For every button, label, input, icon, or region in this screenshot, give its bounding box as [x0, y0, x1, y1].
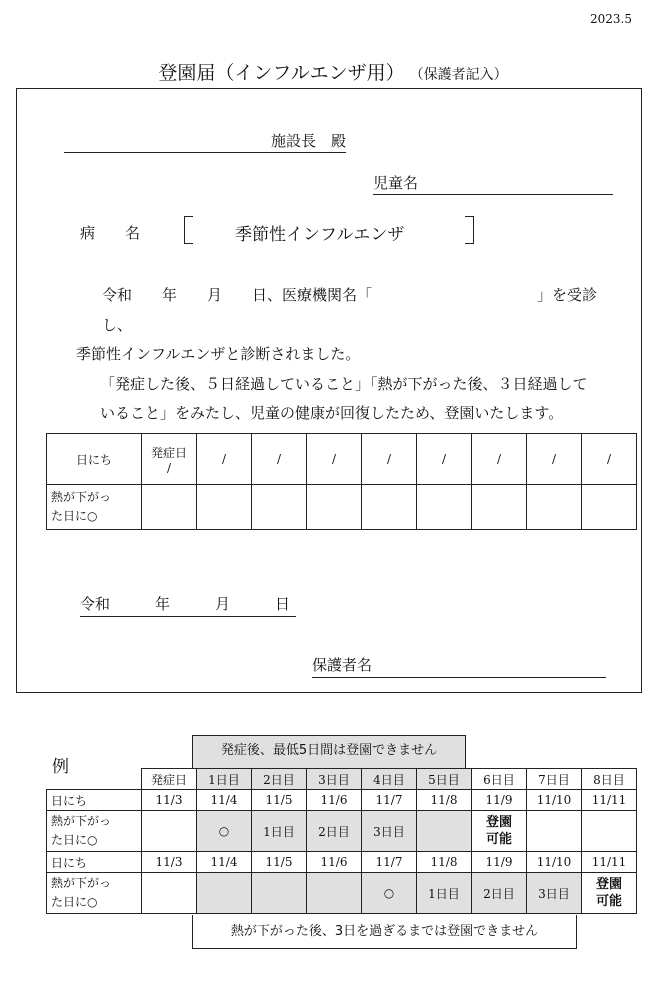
date-row — [47, 434, 637, 485]
example-fever-row-1 — [47, 811, 637, 852]
header-blank — [47, 769, 142, 790]
fever-row — [47, 485, 637, 530]
fever-cell[interactable] — [307, 485, 362, 530]
disease-value: 季節性インフルエンザ — [235, 225, 405, 245]
statement-line-3: 「発症した後、５日経過していること」「熱が下がった後、３日経過して — [100, 374, 588, 393]
title-subtitle: （保護者記入） — [416, 67, 508, 83]
fever-cell — [417, 811, 472, 852]
date-cell[interactable]: / — [582, 434, 637, 485]
onset-cell[interactable] — [142, 434, 197, 485]
onset-slash: / — [166, 460, 172, 475]
header-cell: 4日目 — [362, 769, 417, 790]
header-cell: 2日目 — [252, 769, 307, 790]
fever-row-label: 熱が下がっ た日に○ — [47, 811, 142, 852]
document-title — [0, 58, 666, 85]
date-cell: 11/10 — [527, 852, 582, 873]
fever-cell[interactable] — [362, 485, 417, 530]
onset-label: 発症日 — [150, 445, 187, 460]
fever-cell: ○ — [197, 811, 252, 852]
date-cell: 11/5 — [252, 790, 307, 811]
fever-cell — [142, 811, 197, 852]
header-cell: 7日目 — [527, 769, 582, 790]
date-cell: 11/9 — [472, 852, 527, 873]
fever-cell[interactable] — [527, 485, 582, 530]
fever-cell[interactable] — [142, 485, 197, 530]
note-bottom: 熱が下がった後、3日を過ぎるまでは登園できません — [192, 915, 577, 949]
bracket-left — [184, 216, 193, 244]
fever-row-label: 熱が下がっ た日に○ — [47, 485, 142, 530]
example-header-row — [47, 769, 637, 790]
fever-record-table — [46, 433, 637, 530]
submission-date-line[interactable]: 令和 年 月 日 — [80, 593, 296, 617]
example-date-row-2 — [47, 852, 637, 873]
fever-cell[interactable] — [197, 485, 252, 530]
document-date: 2023.5 — [590, 12, 632, 26]
header-cell: 8日目 — [582, 769, 637, 790]
header-cell: 6日目 — [472, 769, 527, 790]
fever-cell[interactable] — [252, 485, 307, 530]
fever-cell[interactable] — [472, 485, 527, 530]
title-main: 登園届（インフルエンザ用） — [158, 62, 405, 84]
fever-cell — [527, 811, 582, 852]
date-cell: 11/6 — [307, 852, 362, 873]
date-cell: 11/9 — [472, 790, 527, 811]
date-cell[interactable]: / — [362, 434, 417, 485]
fever-row-label: 熱が下がっ た日に○ — [47, 873, 142, 914]
fever-cell: 3日目 — [362, 811, 417, 852]
fever-cell — [307, 873, 362, 914]
statement-paragraph — [76, 281, 622, 429]
guardian-name-field[interactable] — [312, 654, 606, 678]
example-fever-row-2 — [47, 873, 637, 914]
date-cell: 11/4 — [197, 790, 252, 811]
date-cell: 11/11 — [582, 790, 637, 811]
date-cell: 11/8 — [417, 790, 472, 811]
fever-cell: 3日目 — [527, 873, 582, 914]
bracket-right — [465, 216, 474, 244]
date-cell: 11/10 — [527, 790, 582, 811]
note-top: 発症後、最低5日間は登園できません — [192, 735, 466, 768]
fever-cell[interactable] — [417, 485, 472, 530]
header-cell: 3日目 — [307, 769, 362, 790]
fever-cell — [142, 873, 197, 914]
fever-cell — [252, 873, 307, 914]
date-cell[interactable]: / — [472, 434, 527, 485]
statement-line-1: 令和 年 月 日、医療機関名「 」を受診し、 — [102, 286, 598, 334]
date-cell: 11/6 — [307, 790, 362, 811]
guardian-name-label: 保護者名 — [312, 656, 373, 674]
header-cell: 5日目 — [417, 769, 472, 790]
date-cell[interactable]: / — [417, 434, 472, 485]
header-cell: 1日目 — [197, 769, 252, 790]
fever-cell — [197, 873, 252, 914]
date-cell: 11/8 — [417, 852, 472, 873]
child-name-label: 児童名 — [373, 174, 419, 192]
date-cell: 11/3 — [142, 852, 197, 873]
date-cell: 11/7 — [362, 852, 417, 873]
statement-line-4: いること」をみたし、児童の健康が回復したため、登園いたします。 — [100, 404, 564, 422]
date-cell[interactable]: / — [527, 434, 582, 485]
fever-cell[interactable] — [582, 485, 637, 530]
date-row-label: 日にち — [47, 852, 142, 873]
date-cell: 11/11 — [582, 852, 637, 873]
fever-cell: 1日目 — [252, 811, 307, 852]
disease-label: 病名 — [80, 224, 141, 242]
date-cell: 11/5 — [252, 852, 307, 873]
fever-cell: 2日目 — [472, 873, 527, 914]
fever-cell — [582, 811, 637, 852]
addressee-line[interactable]: 施設長 殿 — [64, 130, 346, 153]
date-row-label: 日にち — [47, 790, 142, 811]
date-row-label: 日にち — [47, 434, 142, 485]
date-cell[interactable]: / — [252, 434, 307, 485]
header-cell: 発症日 — [142, 769, 197, 790]
fever-cell: ○ — [362, 873, 417, 914]
attend-ok-cell: 登園 可能 — [582, 873, 637, 914]
date-cell: 11/3 — [142, 790, 197, 811]
date-cell: 11/7 — [362, 790, 417, 811]
example-date-row-1 — [47, 790, 637, 811]
attend-ok-cell: 登園 可能 — [472, 811, 527, 852]
date-cell[interactable]: / — [197, 434, 252, 485]
fever-cell: 1日目 — [417, 873, 472, 914]
statement-line-2: 季節性インフルエンザと診断されました。 — [76, 345, 361, 363]
fever-cell: 2日目 — [307, 811, 362, 852]
example-label: 例 — [52, 757, 69, 777]
date-cell: 11/4 — [197, 852, 252, 873]
example-table — [46, 768, 637, 914]
date-cell[interactable]: / — [307, 434, 362, 485]
child-name-field[interactable] — [373, 172, 613, 195]
